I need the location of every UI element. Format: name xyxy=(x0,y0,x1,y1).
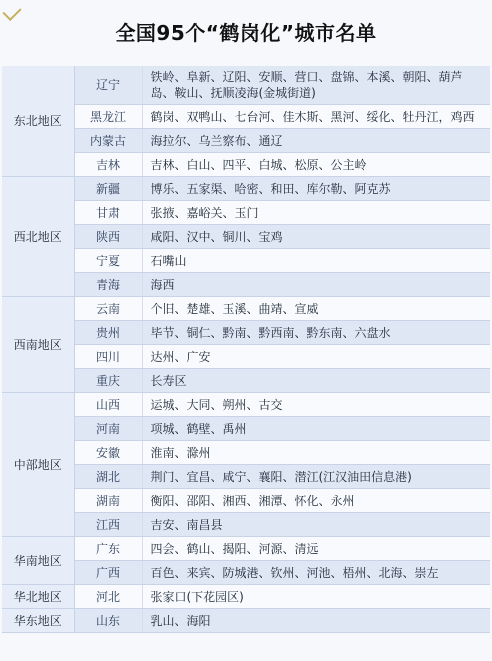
province-cell: 重庆 xyxy=(74,369,142,393)
province-cell: 安徽 xyxy=(74,441,142,465)
cities-cell: 淮南、滁州 xyxy=(142,441,490,465)
table-row xyxy=(2,465,490,489)
cities-cell: 衡阳、邵阳、湘西、湘潭、怀化、永州 xyxy=(142,489,490,513)
table-row xyxy=(2,105,490,129)
cities-cell: 荆门、宜昌、咸宁、襄阳、潜江(江汉油田信息港) xyxy=(142,465,490,489)
cities-cell: 项城、鹤壁、禹州 xyxy=(142,417,490,441)
cities-cell: 个旧、楚雄、玉溪、曲靖、宣威 xyxy=(142,297,490,321)
cities-cell: 咸阳、汉中、铜川、宝鸡 xyxy=(142,225,490,249)
table-row xyxy=(2,561,490,585)
cities-cell: 四会、鹤山、揭阳、河源、清远 xyxy=(142,537,490,561)
province-cell: 青海 xyxy=(74,273,142,297)
table-row xyxy=(2,177,490,201)
table-row xyxy=(2,393,490,417)
province-cell: 山东 xyxy=(74,609,142,633)
province-cell: 湖北 xyxy=(74,465,142,489)
cities-cell: 海拉尔、乌兰察布、通辽 xyxy=(142,129,490,153)
page-title: 全国95个“鹤岗化”城市名单 xyxy=(115,21,377,45)
table-row xyxy=(2,537,490,561)
province-cell: 吉林 xyxy=(74,153,142,177)
cities-cell: 百色、来宾、防城港、钦州、河池、梧州、北海、崇左 xyxy=(142,561,490,585)
province-cell: 甘肃 xyxy=(74,201,142,225)
cities-cell: 乳山、海阳 xyxy=(142,609,490,633)
table-row xyxy=(2,585,490,609)
table-row xyxy=(2,345,490,369)
table-row xyxy=(2,153,490,177)
table-row xyxy=(2,417,490,441)
cities-cell: 毕节、铜仁、黔南、黔西南、黔东南、六盘水 xyxy=(142,321,490,345)
cities-cell: 达州、广安 xyxy=(142,345,490,369)
cities-cell: 张家口(下花园区) xyxy=(142,585,490,609)
province-cell: 黑龙江 xyxy=(74,105,142,129)
region-cell: 西南地区 xyxy=(2,297,74,393)
cities-cell: 张掖、嘉峪关、玉门 xyxy=(142,201,490,225)
cities-cell: 鹤岗、双鸭山、七台河、佳木斯、黑河、绥化、牡丹江，鸡西 xyxy=(142,105,490,129)
table-row xyxy=(2,489,490,513)
province-cell: 陕西 xyxy=(74,225,142,249)
cities-cell: 吉安、南昌县 xyxy=(142,513,490,537)
cities-cell: 运城、大同、朔州、古交 xyxy=(142,393,490,417)
province-cell: 湖南 xyxy=(74,489,142,513)
region-cell: 西北地区 xyxy=(2,177,74,297)
table-row xyxy=(2,249,490,273)
province-cell: 广西 xyxy=(74,561,142,585)
province-cell: 河南 xyxy=(74,417,142,441)
table-row xyxy=(2,609,490,633)
cities-cell: 吉林、白山、四平、白城、松原、公主岭 xyxy=(142,153,490,177)
province-cell: 山西 xyxy=(74,393,142,417)
table-row xyxy=(2,369,490,393)
province-cell: 贵州 xyxy=(74,321,142,345)
province-cell: 辽宁 xyxy=(74,66,142,105)
region-cell: 华南地区 xyxy=(2,537,74,585)
table-row xyxy=(2,201,490,225)
table-row xyxy=(2,66,490,105)
region-cell: 华北地区 xyxy=(2,585,74,609)
table-row xyxy=(2,513,490,537)
cities-cell: 长寿区 xyxy=(142,369,490,393)
province-cell: 宁夏 xyxy=(74,249,142,273)
cities-cell: 石嘴山 xyxy=(142,249,490,273)
cities-cell: 博乐、五家渠、哈密、和田、库尔勒、阿克苏 xyxy=(142,177,490,201)
province-cell: 云南 xyxy=(74,297,142,321)
region-cell: 中部地区 xyxy=(2,393,74,537)
city-list-table xyxy=(2,66,490,633)
table-row xyxy=(2,297,490,321)
table-row xyxy=(2,441,490,465)
table-body xyxy=(2,66,490,633)
province-cell: 广东 xyxy=(74,537,142,561)
province-cell: 新疆 xyxy=(74,177,142,201)
table-row xyxy=(2,321,490,345)
table-row xyxy=(2,273,490,297)
cities-cell: 铁岭、阜新、辽阳、安顺、营口、盘锦、本溪、朝阳、葫芦岛、鞍山、抚顺凌海(金城街道) xyxy=(142,66,490,105)
region-cell: 东北地区 xyxy=(2,66,74,177)
region-cell: 华东地区 xyxy=(2,609,74,633)
table-row xyxy=(2,225,490,249)
province-cell: 江西 xyxy=(74,513,142,537)
table-row xyxy=(2,129,490,153)
cities-cell: 海西 xyxy=(142,273,490,297)
province-cell: 河北 xyxy=(74,585,142,609)
province-cell: 四川 xyxy=(74,345,142,369)
province-cell: 内蒙古 xyxy=(74,129,142,153)
